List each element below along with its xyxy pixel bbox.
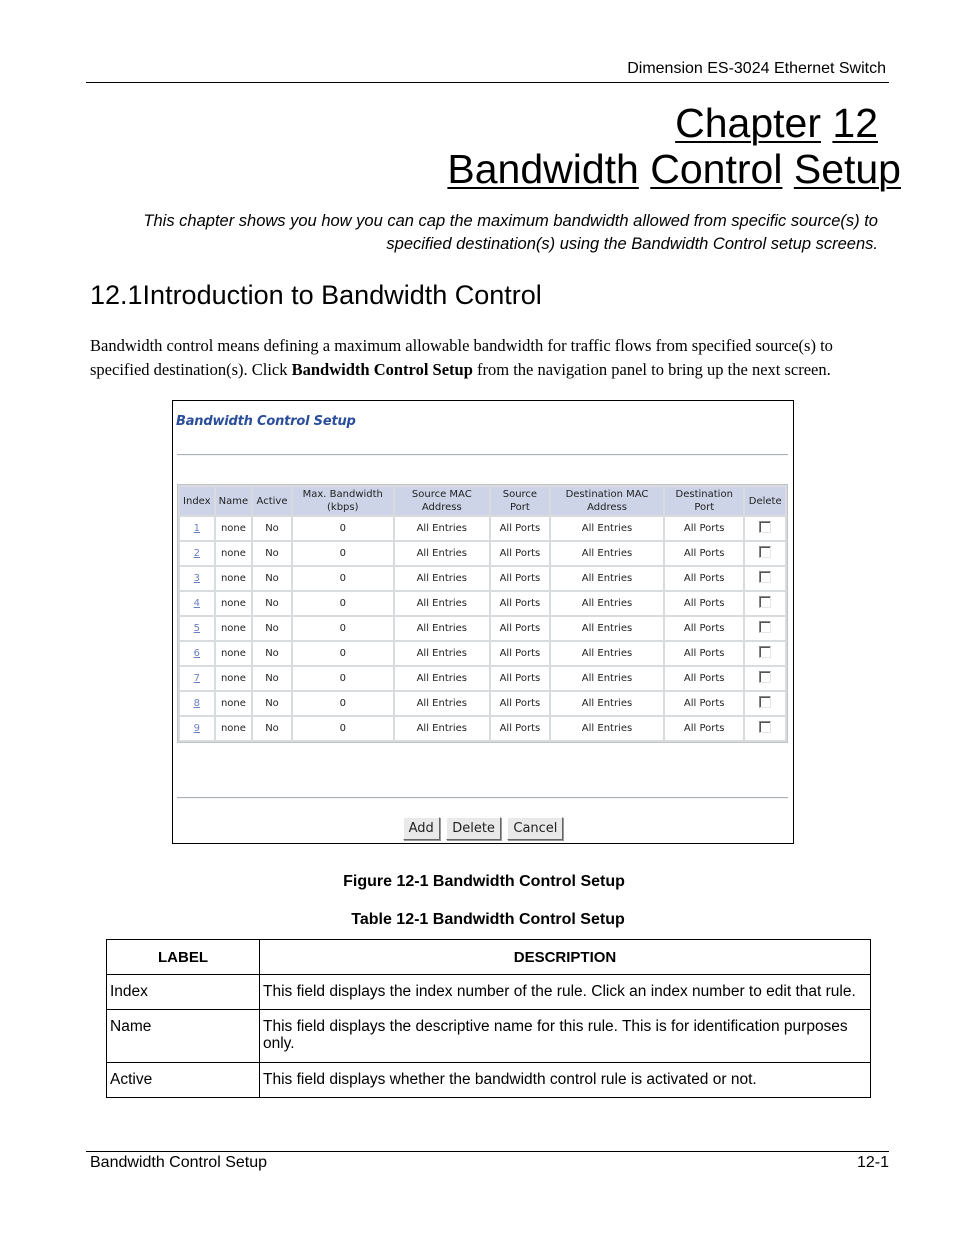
name-cell: none — [216, 692, 252, 715]
name-cell: none — [216, 517, 252, 540]
chapter-line-2 — [447, 146, 901, 192]
active-cell: No — [253, 592, 291, 615]
delete-checkbox[interactable] — [759, 696, 771, 708]
table-row — [180, 642, 785, 665]
dst-mac-cell: All Entries — [551, 567, 663, 590]
description-header: DESCRIPTION — [260, 940, 871, 975]
column-header-line: Port — [694, 502, 715, 513]
active-cell: No — [253, 517, 291, 540]
dst-mac-cell: All Entries — [551, 642, 663, 665]
src-port-cell: All Ports — [491, 567, 549, 590]
chapter-intro-line: This chapter shows you how you can cap the maximum bandwidth allowed from specific source(s) to — [143, 212, 878, 230]
dst-port-cell: All Ports — [665, 692, 743, 715]
footer-section-title: Bandwidth Control Setup — [90, 1154, 267, 1171]
delete-checkbox[interactable] — [759, 621, 771, 633]
paragraph-text: specified destination(s). Click — [90, 360, 292, 379]
index-cell — [180, 517, 214, 540]
index-cell — [180, 692, 214, 715]
delete-cell — [745, 542, 785, 565]
dst-port-cell: All Ports — [665, 567, 743, 590]
dst-mac-cell: All Entries — [551, 692, 663, 715]
button-bar — [173, 817, 793, 840]
name-cell: none — [216, 642, 252, 665]
table-row — [180, 592, 785, 615]
column-header — [745, 487, 785, 515]
chapter-title-word: Setup — [793, 146, 901, 192]
chapter-number: 12 — [832, 100, 878, 146]
name-cell: none — [216, 542, 252, 565]
bandwidth-cell: 0 — [293, 567, 393, 590]
table-row — [180, 717, 785, 740]
column-header-line: Source — [502, 489, 538, 500]
bandwidth-cell: 0 — [293, 692, 393, 715]
delete-checkbox[interactable] — [759, 571, 771, 583]
src-port-cell: All Ports — [491, 542, 549, 565]
label-cell: Active — [107, 1063, 260, 1098]
column-header-line: Destination — [675, 489, 733, 500]
column-header — [395, 487, 489, 515]
screen-divider — [177, 797, 788, 799]
index-cell — [180, 667, 214, 690]
table-row — [180, 667, 785, 690]
chapter-line-1 — [447, 100, 878, 146]
dst-port-cell: All Ports — [665, 542, 743, 565]
src-mac-cell: All Entries — [395, 617, 489, 640]
src-mac-cell: All Entries — [395, 692, 489, 715]
column-header-line: Name — [218, 495, 249, 507]
src-port-cell: All Ports — [491, 692, 549, 715]
bandwidth-cell: 0 — [293, 542, 393, 565]
rule-index-link[interactable]: 5 — [193, 623, 200, 634]
name-cell: none — [216, 617, 252, 640]
active-cell: No — [253, 567, 291, 590]
dst-mac-cell: All Entries — [551, 667, 663, 690]
active-cell: No — [253, 617, 291, 640]
description-cell: This field displays the index number of the rule. Click an index number to edit that rule. — [260, 975, 871, 1010]
cancel-button[interactable]: Cancel — [507, 817, 563, 840]
table-row — [107, 1010, 871, 1063]
rule-index-link[interactable]: 7 — [193, 673, 200, 684]
column-header — [491, 487, 549, 515]
figure-screenshot — [172, 400, 794, 844]
column-header — [216, 487, 252, 515]
delete-checkbox[interactable] — [759, 721, 771, 733]
rule-index-link[interactable]: 8 — [193, 698, 200, 709]
dst-mac-cell: All Entries — [551, 542, 663, 565]
delete-checkbox[interactable] — [759, 546, 771, 558]
bandwidth-cell: 0 — [293, 642, 393, 665]
index-cell — [180, 717, 214, 740]
dst-mac-cell: All Entries — [551, 617, 663, 640]
rule-index-link[interactable]: 9 — [193, 723, 200, 734]
src-mac-cell: All Entries — [395, 717, 489, 740]
label-cell: Index — [107, 975, 260, 1010]
column-header-line: Destination MAC — [565, 489, 649, 500]
section-heading: 12.1Introduction to Bandwidth Control — [90, 280, 542, 310]
delete-cell — [745, 692, 785, 715]
screen-title: Bandwidth Control Setup — [176, 414, 356, 429]
paragraph-line: Bandwidth control means defining a maximum allowable bandwidth for traffic flows from specified source(s) to — [90, 336, 833, 355]
active-cell: No — [253, 692, 291, 715]
column-header — [253, 487, 291, 515]
table-row — [180, 517, 785, 540]
dst-mac-cell: All Entries — [551, 717, 663, 740]
running-header: Dimension ES-3024 Ethernet Switch — [627, 60, 886, 77]
dst-mac-cell: All Entries — [551, 592, 663, 615]
bandwidth-cell: 0 — [293, 717, 393, 740]
delete-cell — [745, 517, 785, 540]
bandwidth-cell: 0 — [293, 592, 393, 615]
label-table-header — [107, 940, 871, 975]
bandwidth-cell: 0 — [293, 517, 393, 540]
description-cell: This field displays the descriptive name for this rule. This is for identification purposes only. — [260, 1010, 871, 1063]
table-header-row — [180, 487, 785, 515]
dst-port-cell: All Ports — [665, 617, 743, 640]
table-row — [107, 975, 871, 1010]
paragraph-text: from the navigation panel to bring up the next screen. — [472, 360, 831, 379]
table-row — [107, 1063, 871, 1098]
index-cell — [180, 567, 214, 590]
paragraph-line — [90, 358, 880, 382]
src-mac-cell: All Entries — [395, 517, 489, 540]
column-header — [180, 487, 214, 515]
column-header — [551, 487, 663, 515]
delete-cell — [745, 667, 785, 690]
column-header-line: Address — [587, 502, 627, 513]
column-header-line: Delete — [748, 495, 782, 507]
index-cell — [180, 617, 214, 640]
name-cell: none — [216, 717, 252, 740]
active-cell: No — [253, 542, 291, 565]
footer-rule — [86, 1151, 889, 1152]
label-cell: Name — [107, 1010, 260, 1063]
name-cell: none — [216, 592, 252, 615]
delete-checkbox[interactable] — [759, 596, 771, 608]
src-port-cell: All Ports — [491, 717, 549, 740]
src-mac-cell: All Entries — [395, 542, 489, 565]
dst-port-cell: All Ports — [665, 592, 743, 615]
column-header-line: Source MAC — [411, 489, 472, 500]
rule-index-link[interactable]: 2 — [193, 548, 200, 559]
index-cell — [180, 542, 214, 565]
src-mac-cell: All Entries — [395, 667, 489, 690]
rule-index-link[interactable]: 1 — [193, 523, 200, 534]
chapter-title-word: Control — [650, 146, 783, 192]
bandwidth-rules-table — [177, 484, 788, 743]
bandwidth-cell: 0 — [293, 617, 393, 640]
delete-cell — [745, 567, 785, 590]
column-header-line: Address — [421, 502, 462, 513]
rule-index-link[interactable]: 3 — [193, 573, 200, 584]
src-mac-cell: All Entries — [395, 567, 489, 590]
delete-button[interactable]: Delete — [446, 817, 501, 840]
label-header: LABEL — [107, 940, 260, 975]
rule-index-link[interactable]: 6 — [193, 648, 200, 659]
chapter-intro-line: specified destination(s) using the Bandwidth Control setup screens. — [386, 235, 878, 253]
rule-index-link[interactable]: 4 — [193, 598, 200, 609]
column-header-line: Index — [183, 495, 211, 507]
page-number: 12-1 — [856, 1154, 889, 1171]
src-port-cell: All Ports — [491, 667, 549, 690]
dst-port-cell: All Ports — [665, 667, 743, 690]
dst-port-cell: All Ports — [665, 517, 743, 540]
src-port-cell: All Ports — [491, 592, 549, 615]
src-port-cell: All Ports — [491, 617, 549, 640]
delete-checkbox[interactable] — [759, 671, 771, 683]
table-row — [180, 617, 785, 640]
delete-checkbox[interactable] — [759, 521, 771, 533]
column-header-line: Active — [256, 495, 288, 507]
screen-divider — [177, 454, 788, 456]
chapter-word: Chapter — [675, 100, 821, 146]
index-cell — [180, 592, 214, 615]
src-mac-cell: All Entries — [395, 592, 489, 615]
delete-cell — [745, 592, 785, 615]
column-header-line: Max. Bandwidth — [302, 489, 383, 500]
active-cell: No — [253, 717, 291, 740]
dst-mac-cell: All Entries — [551, 517, 663, 540]
column-header-line: Port — [510, 502, 530, 513]
header-rule — [86, 82, 889, 83]
body-paragraph — [90, 334, 880, 382]
active-cell: No — [253, 667, 291, 690]
delete-checkbox[interactable] — [759, 646, 771, 658]
column-header-line: (kbps) — [327, 502, 359, 513]
name-cell: none — [216, 567, 252, 590]
table-caption: Table 12-1 Bandwidth Control Setup — [351, 911, 625, 928]
figure-caption: Figure 12-1 Bandwidth Control Setup — [343, 873, 625, 890]
table-row — [180, 542, 785, 565]
description-cell: This field displays whether the bandwidth control rule is activated or not. — [260, 1063, 871, 1098]
bandwidth-cell: 0 — [293, 667, 393, 690]
src-port-cell: All Ports — [491, 642, 549, 665]
delete-cell — [745, 717, 785, 740]
src-mac-cell: All Entries — [395, 642, 489, 665]
dst-port-cell: All Ports — [665, 717, 743, 740]
src-port-cell: All Ports — [491, 517, 549, 540]
label-description-table — [106, 939, 871, 1098]
chapter-title — [447, 100, 901, 192]
column-header — [665, 487, 743, 515]
table-row — [180, 692, 785, 715]
column-header — [293, 487, 393, 515]
index-cell — [180, 642, 214, 665]
add-button[interactable]: Add — [403, 817, 440, 840]
chapter-intro — [98, 210, 878, 256]
dst-port-cell: All Ports — [665, 642, 743, 665]
table-body — [180, 517, 785, 740]
paragraph-bold: Bandwidth Control Setup — [291, 360, 473, 379]
table-row — [180, 567, 785, 590]
active-cell: No — [253, 642, 291, 665]
chapter-title-word: Bandwidth — [447, 146, 639, 192]
name-cell: none — [216, 667, 252, 690]
delete-cell — [745, 617, 785, 640]
delete-cell — [745, 642, 785, 665]
